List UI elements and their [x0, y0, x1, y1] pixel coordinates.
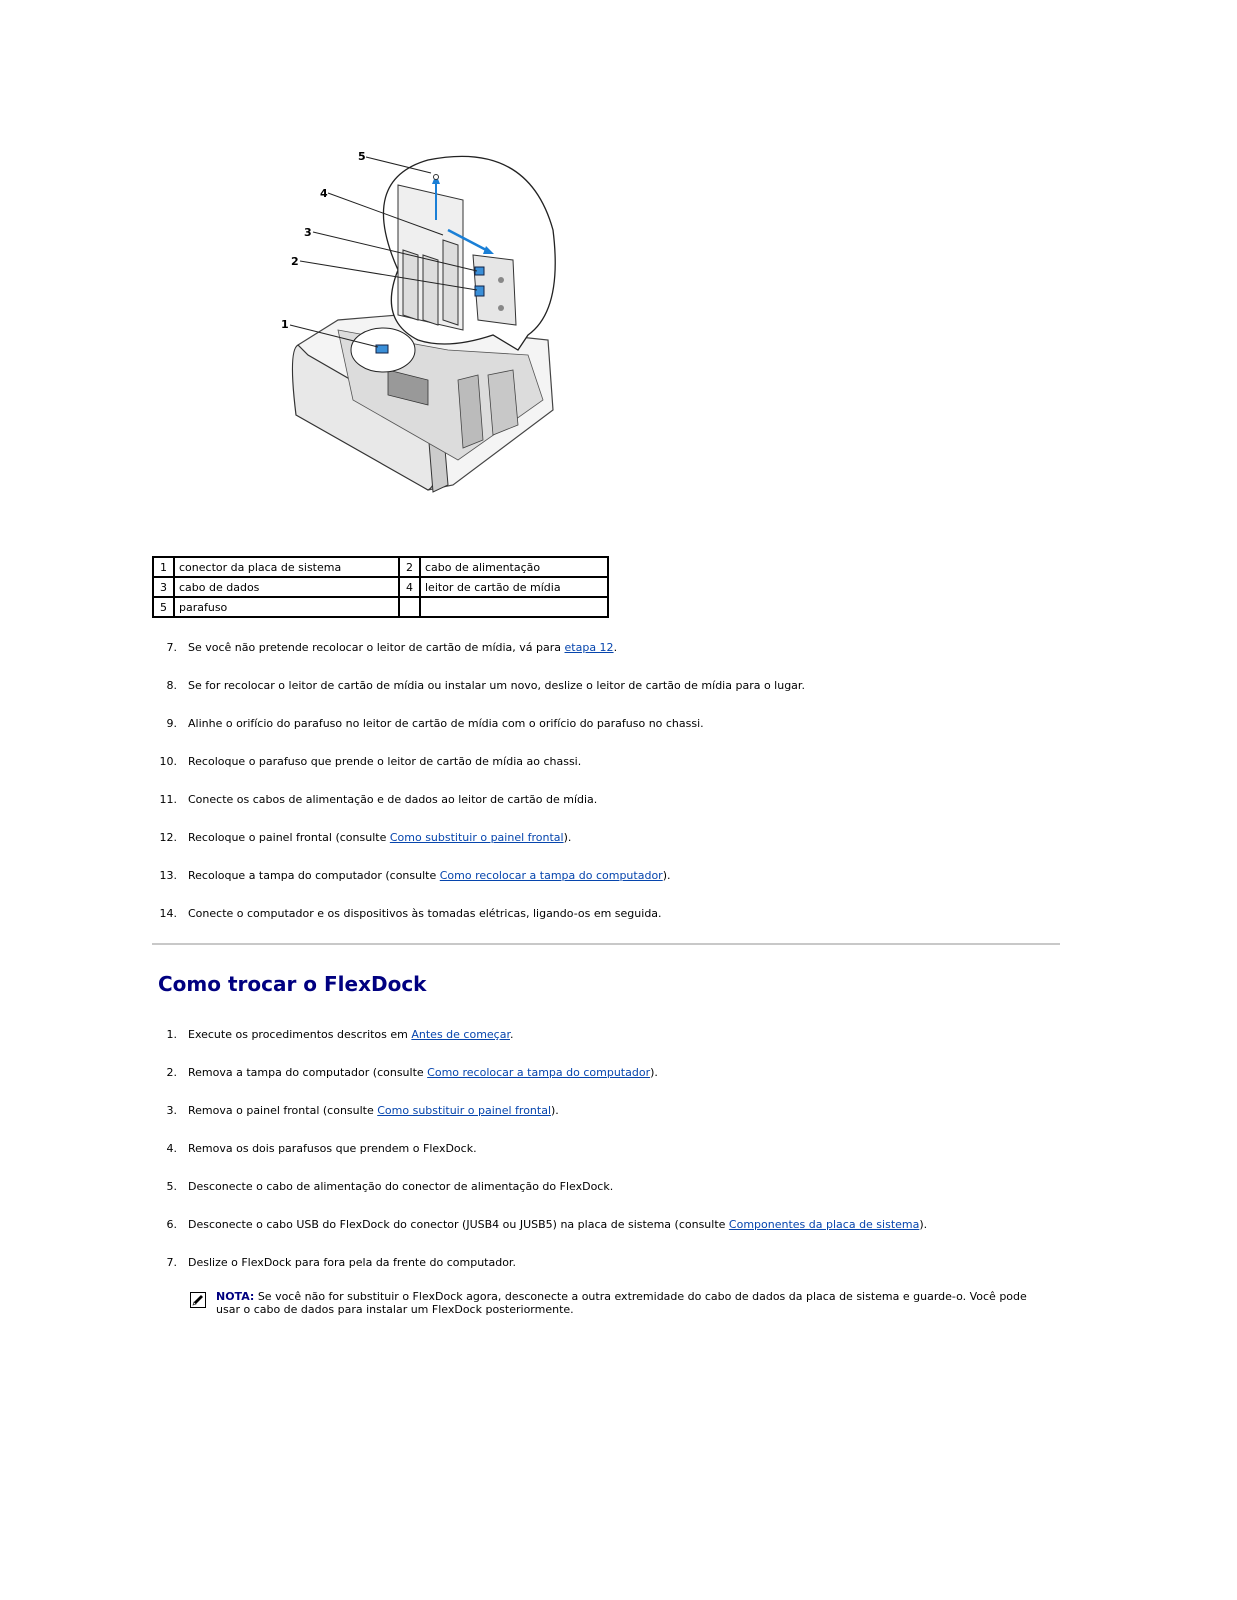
step-text-pre: Remova os dois parafusos que prendem o FlexDock. — [188, 1142, 477, 1155]
step-text-post: ). — [650, 1066, 658, 1079]
callout-3: 3 — [304, 226, 312, 239]
step-number: 12. — [159, 831, 177, 844]
step-text-pre: Se você não pretende recolocar o leitor de cartão de mídia, vá para — [188, 641, 565, 654]
note-label: NOTA: — [216, 1290, 255, 1303]
step-number: 4. — [166, 1142, 177, 1155]
step-text — [188, 1256, 516, 1270]
step-item — [152, 1180, 1052, 1218]
step-number: 10. — [159, 755, 177, 768]
step-item — [152, 1256, 1052, 1294]
step-number: 2. — [166, 1066, 177, 1079]
legend-number — [399, 597, 420, 617]
step-number: 9. — [166, 717, 177, 730]
callout-2: 2 — [291, 255, 299, 268]
callout-5: 5 — [358, 150, 366, 163]
step-text-pre: Se for recolocar o leitor de cartão de mídia ou instalar um novo, deslize o leitor de cartão de mídia para o lugar. — [188, 679, 805, 692]
step-text-pre: Remova o painel frontal (consulte — [188, 1104, 378, 1117]
step-number: 13. — [159, 869, 177, 882]
legend-number: 2 — [399, 557, 420, 577]
step-text-post: . — [613, 641, 618, 654]
step-link[interactable]: Como substituir o painel frontal — [377, 1104, 552, 1117]
legend-table — [152, 556, 609, 618]
step-text-pre: Recoloque o painel frontal (consulte — [188, 831, 390, 844]
step-item — [152, 793, 1052, 831]
step-item — [152, 1218, 1052, 1256]
callout-4: 4 — [320, 187, 328, 200]
step-number: 7. — [166, 1256, 177, 1269]
step-link[interactable]: Como substituir o painel frontal — [389, 831, 564, 844]
step-number: 14. — [159, 907, 177, 920]
step-text — [188, 755, 581, 769]
step-item — [152, 1104, 1052, 1142]
legend-text: cabo de alimentação — [420, 557, 608, 577]
legend-number: 1 — [153, 557, 174, 577]
step-link[interactable]: Como recolocar a tampa do computador — [427, 1066, 651, 1079]
legend-row — [153, 557, 608, 577]
step-text-pre: Alinhe o orifício do parafuso no leitor de cartão de mídia com o orifício do parafuso no chassi. — [188, 717, 704, 730]
step-item — [152, 831, 1052, 869]
step-number: 7. — [166, 641, 177, 654]
step-text — [188, 641, 617, 655]
step-text — [188, 679, 805, 693]
step-text — [188, 869, 671, 883]
callout-1: 1 — [281, 318, 289, 331]
step-link[interactable]: etapa 12 — [564, 641, 614, 654]
legend-number: 3 — [153, 577, 174, 597]
step-item — [152, 907, 1052, 945]
step-link[interactable]: Como recolocar a tampa do computador — [439, 869, 663, 882]
step-text — [188, 1180, 613, 1194]
note-text: Se você não for substituir o FlexDock agora, desconecte a outra extremidade do cabo de dados da placa de sistema e guarde-o. Você pode usar o cabo de dados para instalar um FlexDock posteriormente. — [216, 1290, 1027, 1316]
replace-card-reader-steps — [152, 641, 1052, 945]
step-link[interactable]: Componentes da placa de sistema — [728, 1218, 920, 1231]
step-text-pre: Recoloque o parafuso que prende o leitor de cartão de mídia ao chassi. — [188, 755, 582, 768]
step-item — [152, 679, 1052, 717]
step-text-pre: Execute os procedimentos descritos em — [188, 1028, 412, 1041]
step-text-pre: Remova a tampa do computador (consulte — [188, 1066, 428, 1079]
step-item — [152, 1066, 1052, 1104]
step-item — [152, 869, 1052, 907]
step-item — [152, 755, 1052, 793]
step-number: 11. — [159, 793, 177, 806]
legend-text — [420, 597, 608, 617]
section-divider — [152, 943, 1060, 945]
step-text — [188, 1066, 658, 1080]
step-text — [188, 793, 597, 807]
step-text-pre: Recoloque a tampa do computador (consulte — [188, 869, 440, 882]
note-body — [216, 1290, 1046, 1316]
step-item — [152, 1142, 1052, 1180]
step-number: 1. — [166, 1028, 177, 1041]
step-item — [152, 1028, 1052, 1066]
step-text-post: ). — [563, 831, 572, 844]
step-text-post: . — [510, 1028, 514, 1041]
legend-text: parafuso — [174, 597, 399, 617]
step-text-pre: Conecte o computador e os dispositivos às tomadas elétricas, ligando-os em seguida. — [188, 907, 662, 920]
step-text-post: ). — [551, 1104, 559, 1117]
step-number: 5. — [166, 1180, 177, 1193]
legend-row — [153, 577, 608, 597]
step-number: 8. — [166, 679, 177, 692]
legend-text: conector da placa de sistema — [174, 557, 399, 577]
step-text-pre: Desconecte o cabo USB do FlexDock do conector (JUSB4 ou JUSB5) na placa de sistema (consulte — [188, 1218, 729, 1231]
step-text — [188, 1142, 477, 1156]
note-pencil-icon — [190, 1292, 206, 1308]
flexdock-steps — [152, 1028, 1052, 1294]
step-text-pre: Conecte os cabos de alimentação e de dados ao leitor de cartão de mídia. — [188, 793, 598, 806]
step-number: 6. — [166, 1218, 177, 1231]
step-number: 3. — [166, 1104, 177, 1117]
step-text — [188, 831, 571, 845]
section-title: Como trocar o FlexDock — [158, 972, 427, 996]
step-text — [188, 1028, 514, 1042]
step-text — [188, 1218, 927, 1232]
step-text-pre: Deslize o FlexDock para fora pela da frente do computador. — [188, 1256, 516, 1269]
step-text — [188, 717, 704, 731]
legend-number: 5 — [153, 597, 174, 617]
legend-text: cabo de dados — [174, 577, 399, 597]
step-text — [188, 907, 662, 921]
step-text-post: ). — [919, 1218, 928, 1231]
step-text-pre: Desconecte o cabo de alimentação do conector de alimentação do FlexDock. — [188, 1180, 614, 1193]
step-text — [188, 1104, 559, 1118]
computer-chassis-diagram — [278, 140, 578, 500]
step-link[interactable]: Antes de começar — [411, 1028, 510, 1041]
legend-number: 4 — [399, 577, 420, 597]
legend-row — [153, 597, 608, 617]
media-card-reader-illustration — [278, 140, 578, 500]
step-item — [152, 641, 1052, 679]
step-text-post: ). — [662, 869, 671, 882]
legend-text: leitor de cartão de mídia — [420, 577, 608, 597]
step-item — [152, 717, 1052, 755]
